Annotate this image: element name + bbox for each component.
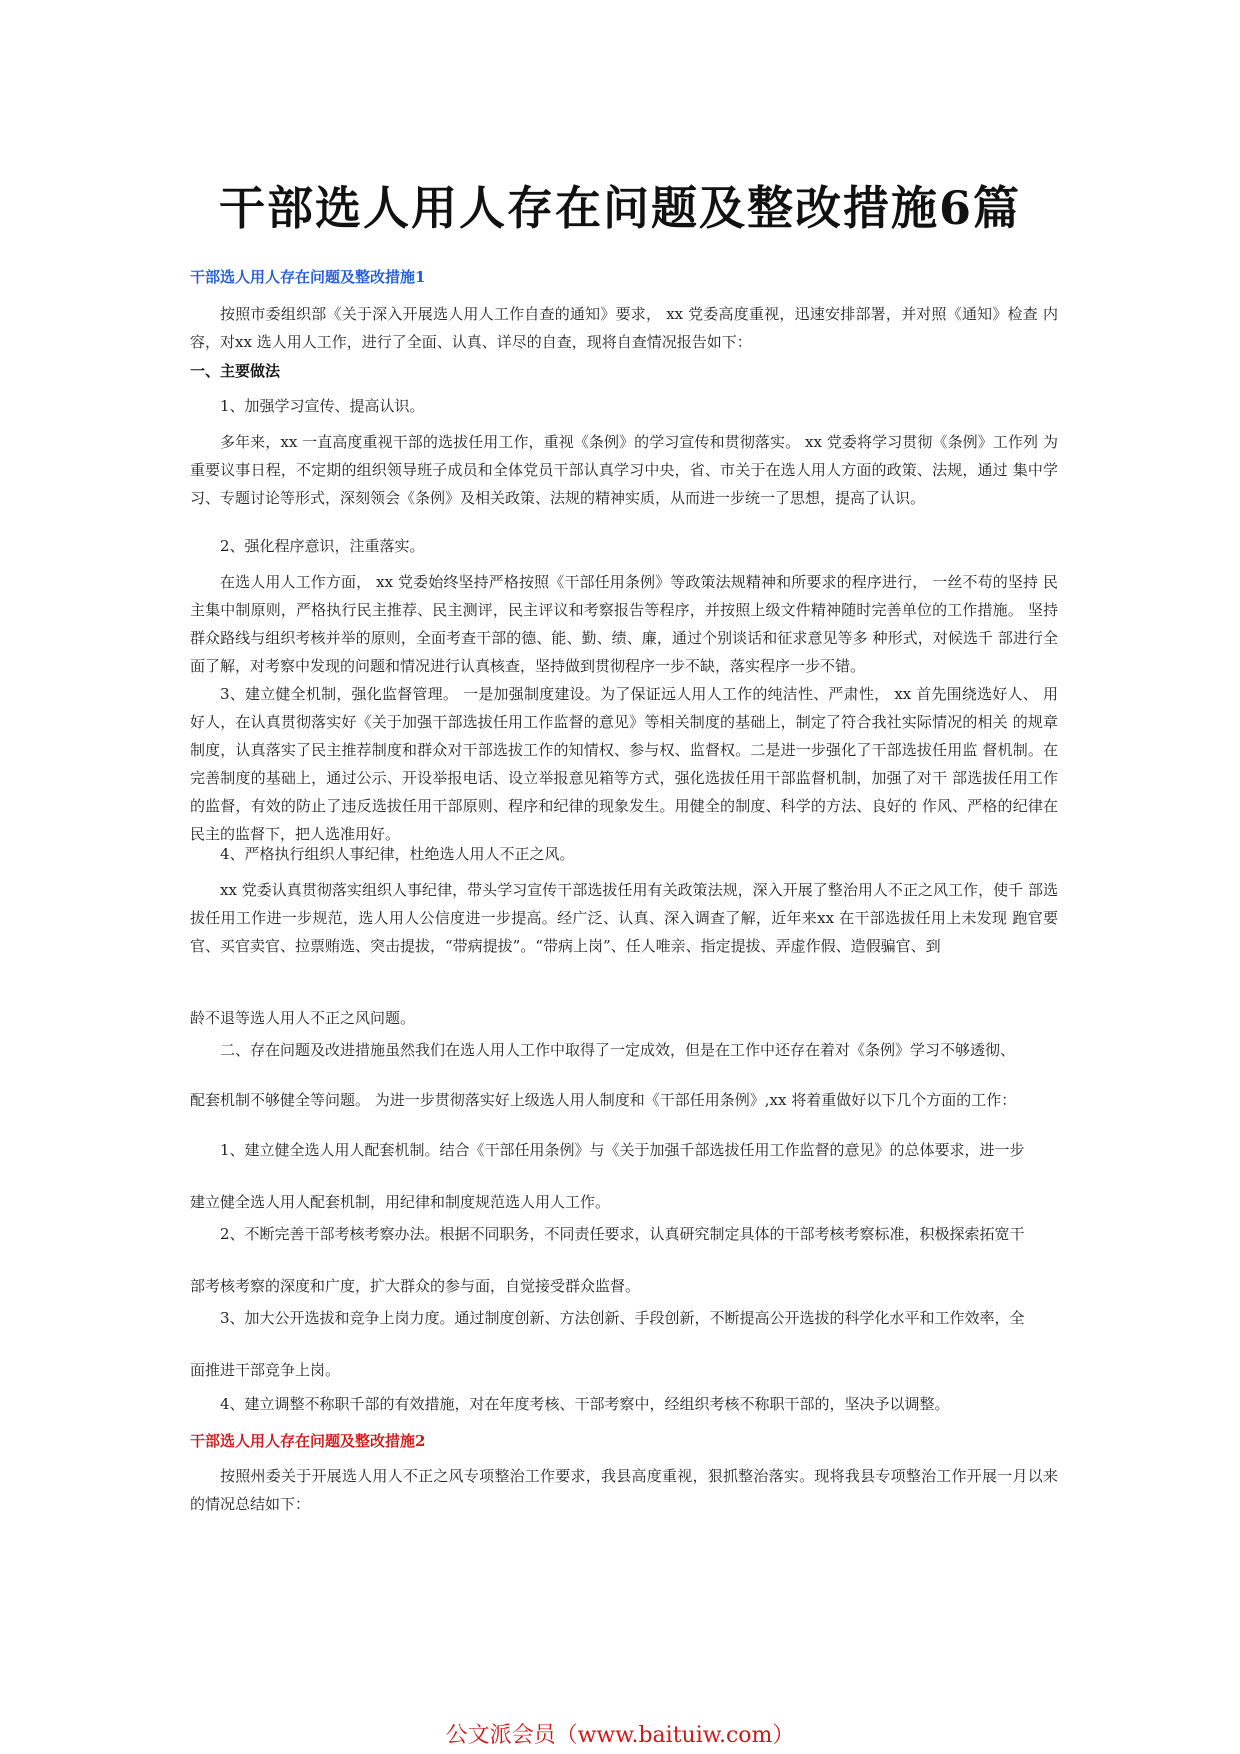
- item-1-body: 多年来，xx 一直高度重视干部的选拔任用工作，重视《条例》的学习宣传和贯彻落实。 xx 党委将学习贯彻《条例》工作列 为重要议事日程，不定期的组织领导班子成员和全体党员干部认真学习中央，省、市关于在选人用人方面的政策、法规，通过 集中学习、专题讨论等形式，深刻领会《条例》及相关政策、法规的精神实质，从而进一步统一了思想，提高了认识。: [190, 433, 1058, 507]
- item-3-body: 3、建立健全机制，强化监督管理。 一是加强制度建设。为了保证远人用人工作的纯洁性、严肃性， xx 首先围绕选好人、 用好人，在认真贯彻落实好《关于加强干部选拔任用工作监督的意见》等相关制度的基础上，制定了符合我社实际情况的相关 的规章制度，认真落实了民主推荐制度和群众对干部选拔工作的知情权、参与权、监督权。二是进一步强化了干部选拔任用监 督机制。在完善制度的基础上，通过公示、开设举报电话、设立举报意见箱等方式，强化选拔任用干部监督机制，加强了对干 部选拔任用工作的监督，有效的防止了违反选拔任用干部原则、程序和纪律的现象发生。用健全的制度、科学的方法、良好的 作风、严格的纪律在民主的监督下，把人选准用好。: [190, 685, 1058, 843]
- measure-3-continuation: 面推进干部竞争上岗。: [190, 1361, 341, 1379]
- document-title: 干部选人用人存在问题及整改措施6篇: [218, 181, 1021, 235]
- measure-2-continuation: 部考核考察的深度和广度，扩大群众的参与面，自觉接受群众监督。: [190, 1277, 641, 1295]
- part-2-continuation: 配套机制不够健全等问题。 为进一步贯彻落实好上级选人用人制度和《干部任用条例》,xx 将着重做好以下几个方面的工作：: [190, 1091, 1017, 1109]
- footer-watermark: 公文派会员（www.baituiw.com）: [445, 1723, 795, 1748]
- section-1-heading: 干部选人用人存在问题及整改措施1: [190, 268, 426, 286]
- measure-4-line: 4、建立调整不称职千部的有效措施，对在年度考核、干部考察中，经组织考核不称职干部的，坚决予以调整。: [220, 1395, 950, 1413]
- item-4-continuation: 龄不退等选人用人不正之风问题。: [190, 1009, 416, 1027]
- part-2-line: 二、存在问题及改进措施虽然我们在选人用人工作中取得了一定成效，但是在工作中还存在着对《条例》学习不够透彻、: [220, 1041, 1016, 1059]
- measure-3-line: 3、加大公开选拔和竞争上岗力度。通过制度创新、方法创新、手段创新，不断提高公开选拔的科学化水平和工作效率，全: [220, 1309, 1025, 1327]
- section-2-intro: 按照州委关于开展选人用人不正之风专项整治工作要求，我县高度重视，狠抓整治落实。现将我县专项整治工作开展一月以来的情况总结如下：: [190, 1467, 1058, 1513]
- part-1-heading: 一、主要做法: [190, 362, 281, 380]
- section-1-intro: 按照市委组织部《关于深入开展选人用人工作自查的通知》要求， xx 党委高度重视，迅速安排部署，并对照《通知》检查 内容，对xx 选人用人工作，进行了全面、认真、详尽的自查，现将自查情况报告如下：: [190, 305, 1058, 351]
- item-2-title: 2、强化程序意识，注重落实。: [220, 537, 425, 555]
- measure-1-line: 1、建立健全选人用人配套机制。结合《干部任用条例》与《关于加强千部选拔任用工作监督的意见》的总体要求，进一步: [220, 1141, 1025, 1159]
- item-4-body: xx 党委认真贯彻落实组织人事纪律，带头学习宣传干部选拔任用有关政策法规，深入开展了整治用人不正之风工作，使千 部选拔任用工作进一步规范，选人用人公信度进一步提高。经广泛、认真、深入调查了解，近年来xx 在干部选拔任用上未发现 跑官要官、买官卖官、拉票贿选、突击提拔，“带病提拔”。“带病上岗”、任人唯亲、指定提拔、弄虚作假、造假骗官、到: [190, 881, 1058, 955]
- measure-1-continuation: 建立健全选人用人配套机制，用纪律和制度规范选人用人工作。: [190, 1193, 611, 1211]
- item-4-title: 4、严格执行组织人事纪律，杜绝选人用人不正之风。: [220, 845, 575, 863]
- section-2-heading: 干部选人用人存在问题及整改措施2: [190, 1432, 426, 1450]
- measure-2-line: 2、不断完善干部考核考察办法。根据不同职务，不同责任要求，认真研究制定具体的干部考核考察标准，积极探索拓宽干: [220, 1225, 1025, 1243]
- item-1-title: 1、加强学习宣传、提高认识。: [220, 397, 425, 415]
- item-2-body: 在选人用人工作方面， xx 党委始终坚持严格按照《干部任用条例》等政策法规精神和所要求的程序进行， 一丝不苟的坚持 民主集中制原则，严格执行民主推荐、民主测评，民主评议和考察报告等程序，并按照上级文件精神随时完善单位的工作措施。 坚持群众路线与组织考核并举的原则，全面考查干部的德、能、勤、绩、廉，通过个别谈话和征求意见等多 种形式，对候选千 部进行全面了解，对考察中发现的问题和情况进行认真核查，坚持做到贯彻程序一步不缺，落实程序一步不错。: [190, 573, 1058, 675]
